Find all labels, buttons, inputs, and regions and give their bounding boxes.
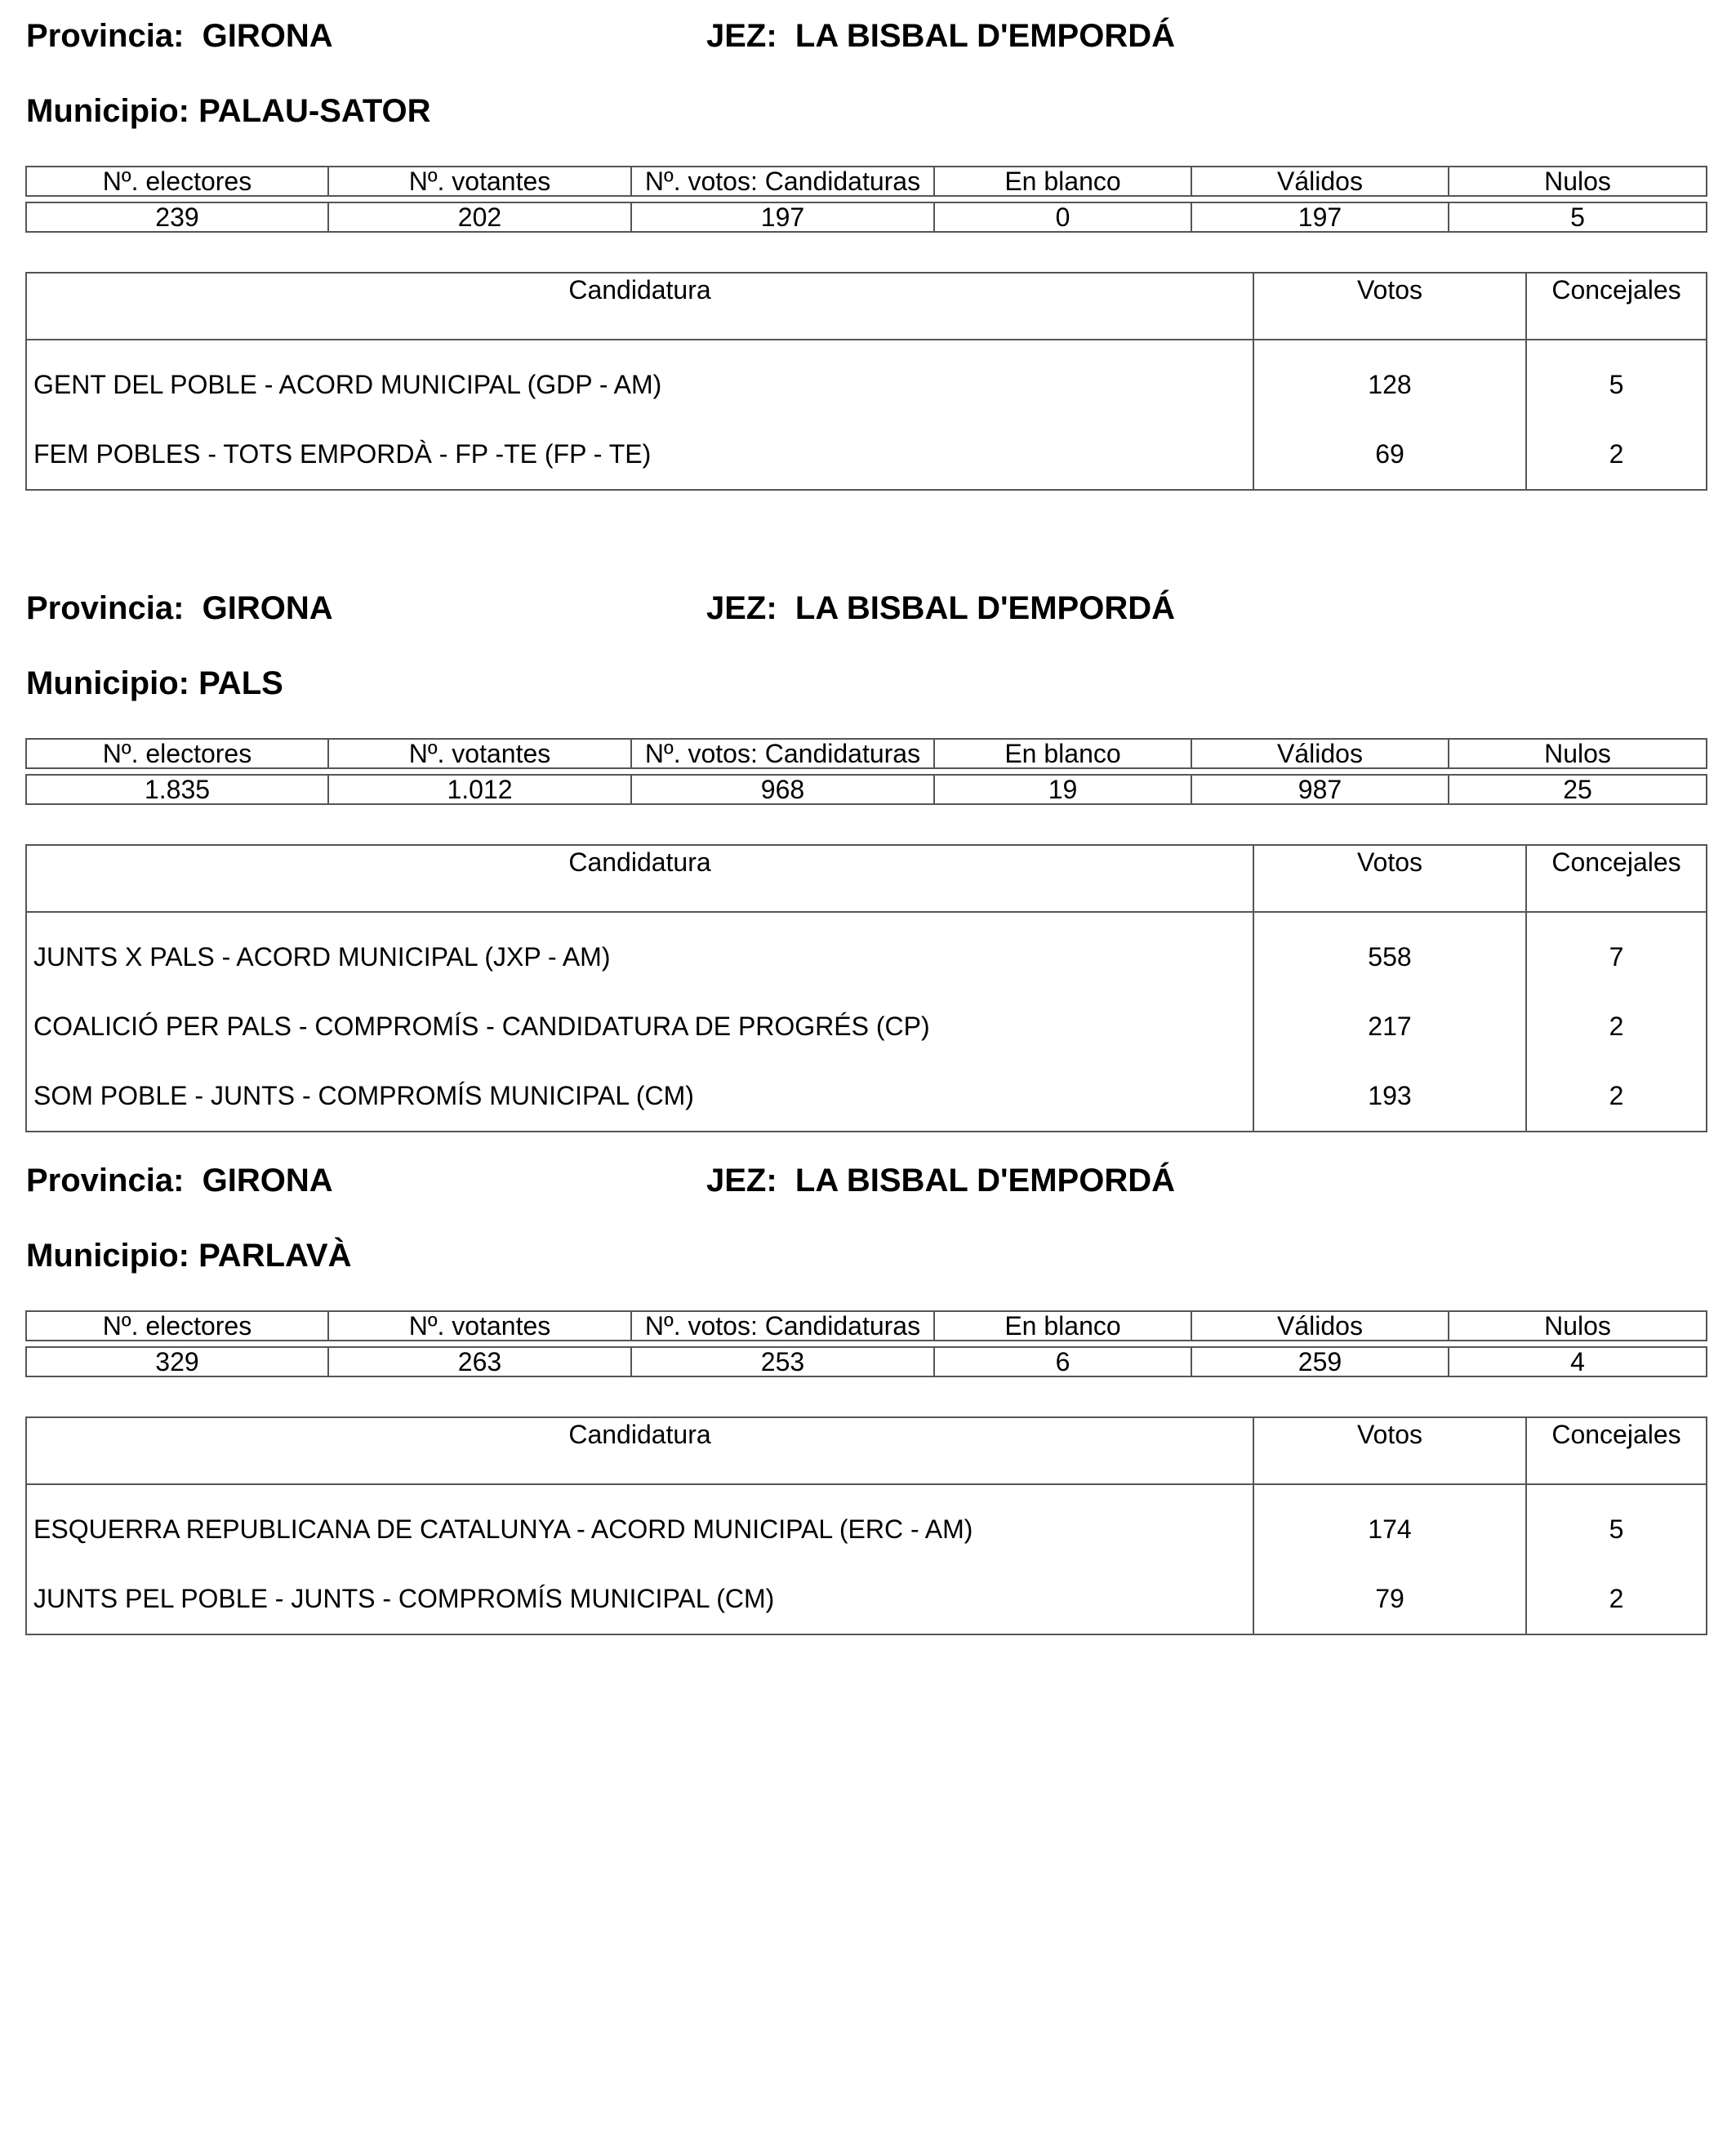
provincia-heading [26, 1163, 333, 1198]
votos-header: Votos [1253, 845, 1526, 912]
summary-value-row [26, 1347, 1707, 1376]
summary-table [25, 166, 1707, 233]
summary-value-cell: 259 [1191, 1347, 1449, 1376]
summary-spacer [26, 768, 1707, 775]
candidatura-name: SOM POBLE - JUNTS - COMPROMÍS MUNICIPAL (CM) [26, 1061, 1253, 1132]
candidatura-row [26, 420, 1707, 490]
jez-label: JEZ: [706, 1163, 777, 1198]
provincia-heading [26, 590, 333, 626]
candidatura-concejales: 5 [1526, 1484, 1707, 1564]
candidatura-votos: 217 [1253, 992, 1526, 1061]
jez-value: LA BISBAL D'EMPORDÁ [795, 18, 1175, 54]
candidatura-votos: 79 [1253, 1564, 1526, 1634]
candidatura-row [26, 1564, 1707, 1634]
candidaturas-header-row [26, 273, 1707, 340]
candidatura-header: Candidatura [26, 1417, 1253, 1484]
votos-header: Votos [1253, 273, 1526, 340]
jez-value: LA BISBAL D'EMPORDÁ [795, 590, 1175, 626]
candidatura-concejales: 7 [1526, 912, 1707, 992]
summary-value-cell: 1.012 [328, 775, 631, 804]
municipio-heading [26, 93, 431, 129]
summary-value-cell: 197 [631, 202, 934, 232]
summary-header-cell: Nº. votos: Candidaturas [631, 739, 934, 768]
candidatura-votos: 69 [1253, 420, 1526, 490]
votos-header: Votos [1253, 1417, 1526, 1484]
summary-spacer [26, 196, 1707, 202]
candidatura-header: Candidatura [26, 845, 1253, 912]
candidatura-concejales: 2 [1526, 1061, 1707, 1132]
summary-value-cell: 987 [1191, 775, 1449, 804]
concejales-header: Concejales [1526, 1417, 1707, 1484]
summary-header-cell: Nulos [1449, 1311, 1707, 1341]
provincia-label: Provincia: [26, 1163, 185, 1198]
municipio-label: Municipio: [26, 1238, 189, 1274]
municipio-heading [26, 665, 283, 701]
summary-value-cell: 197 [1191, 202, 1449, 232]
summary-value-cell: 1.835 [26, 775, 328, 804]
summary-value-cell: 202 [328, 202, 631, 232]
jez-label: JEZ: [706, 590, 777, 626]
provincia-value: GIRONA [202, 1163, 333, 1198]
summary-value-cell: 253 [631, 1347, 934, 1376]
summary-header-cell: Nº. votantes [328, 167, 631, 196]
candidatura-name: GENT DEL POBLE - ACORD MUNICIPAL (GDP - AM) [26, 340, 1253, 420]
candidatura-name: JUNTS X PALS - ACORD MUNICIPAL (JXP - AM) [26, 912, 1253, 992]
summary-value-cell: 329 [26, 1347, 328, 1376]
jez-heading [706, 18, 1175, 54]
municipio-heading [26, 1238, 352, 1274]
summary-header-cell: Nulos [1449, 739, 1707, 768]
summary-value-row [26, 775, 1707, 804]
summary-header-cell: En blanco [934, 739, 1191, 768]
summary-header-cell: Válidos [1191, 739, 1449, 768]
municipio-label: Municipio: [26, 665, 189, 701]
summary-value-cell: 0 [934, 202, 1191, 232]
provincia-label: Provincia: [26, 590, 185, 626]
concejales-header: Concejales [1526, 845, 1707, 912]
candidatura-row [26, 340, 1707, 420]
municipio-value: PALAU-SATOR [198, 93, 431, 129]
municipio-value: PALS [198, 665, 283, 701]
summary-header-cell: Válidos [1191, 1311, 1449, 1341]
summary-value-cell: 968 [631, 775, 934, 804]
candidatura-concejales: 5 [1526, 340, 1707, 420]
candidaturas-table [25, 272, 1707, 491]
candidatura-name: ESQUERRA REPUBLICANA DE CATALUNYA - ACORD MUNICIPAL (ERC - AM) [26, 1484, 1253, 1564]
candidatura-name: COALICIÓ PER PALS - COMPROMÍS - CANDIDATURA DE PROGRÉS (CP) [26, 992, 1253, 1061]
summary-value-cell: 4 [1449, 1347, 1707, 1376]
provincia-heading [26, 18, 333, 54]
candidatura-concejales: 2 [1526, 992, 1707, 1061]
summary-value-cell: 263 [328, 1347, 631, 1376]
summary-spacer [26, 1341, 1707, 1347]
summary-value-row [26, 202, 1707, 232]
candidatura-concejales: 2 [1526, 420, 1707, 490]
summary-value-cell: 19 [934, 775, 1191, 804]
summary-value-cell: 6 [934, 1347, 1191, 1376]
summary-table [25, 738, 1707, 805]
summary-table [25, 1310, 1707, 1377]
candidatura-votos: 558 [1253, 912, 1526, 992]
candidatura-row [26, 992, 1707, 1061]
candidaturas-table [25, 844, 1707, 1132]
summary-header-cell: Nº. votos: Candidaturas [631, 1311, 934, 1341]
summary-header-cell: Nulos [1449, 167, 1707, 196]
summary-header-row [26, 739, 1707, 768]
summary-header-cell: En blanco [934, 167, 1191, 196]
concejales-header: Concejales [1526, 273, 1707, 340]
candidatura-votos: 193 [1253, 1061, 1526, 1132]
candidatura-row [26, 1061, 1707, 1132]
summary-value-cell: 25 [1449, 775, 1707, 804]
candidatura-row [26, 912, 1707, 992]
summary-header-row [26, 167, 1707, 196]
summary-value-cell: 5 [1449, 202, 1707, 232]
candidatura-name: JUNTS PEL POBLE - JUNTS - COMPROMÍS MUNICIPAL (CM) [26, 1564, 1253, 1634]
summary-header-cell: Nº. electores [26, 739, 328, 768]
candidatura-votos: 128 [1253, 340, 1526, 420]
summary-header-cell: Válidos [1191, 167, 1449, 196]
summary-header-cell: Nº. votantes [328, 1311, 631, 1341]
jez-heading [706, 590, 1175, 626]
candidaturas-table [25, 1416, 1707, 1635]
candidatura-name: FEM POBLES - TOTS EMPORDÀ - FP -TE (FP - TE) [26, 420, 1253, 490]
candidatura-row [26, 1484, 1707, 1564]
candidaturas-header-row [26, 845, 1707, 912]
candidaturas-header-row [26, 1417, 1707, 1484]
candidatura-header: Candidatura [26, 273, 1253, 340]
provincia-label: Provincia: [26, 18, 185, 54]
summary-header-cell: Nº. votantes [328, 739, 631, 768]
jez-heading [706, 1163, 1175, 1198]
summary-header-cell: Nº. electores [26, 1311, 328, 1341]
summary-header-row [26, 1311, 1707, 1341]
jez-label: JEZ: [706, 18, 777, 54]
municipio-label: Municipio: [26, 93, 189, 129]
candidatura-concejales: 2 [1526, 1564, 1707, 1634]
summary-value-cell: 239 [26, 202, 328, 232]
summary-header-cell: Nº. electores [26, 167, 328, 196]
provincia-value: GIRONA [202, 18, 333, 54]
jez-value: LA BISBAL D'EMPORDÁ [795, 1163, 1175, 1198]
summary-header-cell: En blanco [934, 1311, 1191, 1341]
municipio-value: PARLAVÀ [198, 1238, 352, 1274]
provincia-value: GIRONA [202, 590, 333, 626]
summary-header-cell: Nº. votos: Candidaturas [631, 167, 934, 196]
candidatura-votos: 174 [1253, 1484, 1526, 1564]
